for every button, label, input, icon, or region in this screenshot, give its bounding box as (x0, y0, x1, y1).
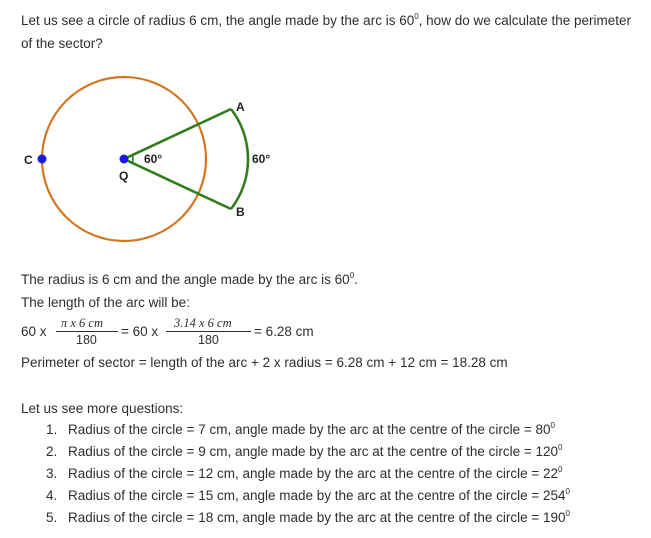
item-number: 4. (46, 488, 58, 503)
list-item (46, 507, 570, 529)
list-item (46, 485, 570, 507)
more-questions-heading: Let us see more questions: (21, 401, 184, 416)
fraction1-numerator: π x 6 cm (61, 316, 104, 330)
radius-angle-statement (21, 268, 358, 291)
degree-mark: 0 (565, 509, 570, 518)
statement-text: The radius is 6 cm and the angle made by the arc is 60 (21, 272, 350, 287)
degree-mark: 0 (558, 443, 563, 452)
list-item (46, 441, 570, 463)
label-arc-angle: 60° (252, 152, 271, 166)
formula-result: = 6.28 cm (254, 324, 314, 339)
perimeter-statement: Perimeter of sector = length of the arc + 2 x radius = 6.28 cm + 12 cm = 18.28 cm (21, 355, 508, 370)
label-a: A (236, 100, 245, 114)
item-number: 1. (46, 422, 58, 437)
fraction2-denominator: 180 (198, 333, 219, 347)
arc-length-heading: The length of the arc will be: (21, 295, 190, 310)
label-q: Q (119, 169, 129, 183)
label-b: B (236, 205, 245, 219)
fraction1-denominator: 180 (76, 333, 97, 347)
degree-mark: 0 (565, 487, 570, 496)
point-q-dot (120, 155, 129, 164)
item-number: 5. (46, 510, 58, 525)
item-number: 3. (46, 466, 58, 481)
intro-text-end: , how do we calculate the perimeter of the sector? (21, 13, 632, 51)
fraction2-bar (166, 331, 251, 332)
circle-sector-figure (20, 70, 300, 260)
item-text: Radius of the circle = 18 cm, angle made by the arc at the centre of the circle = 190 (68, 510, 566, 525)
angle-marker (132, 155, 133, 163)
formula-lead: 60 x (21, 324, 47, 339)
arc-length-formula (21, 314, 381, 350)
label-center-angle: 60° (144, 152, 163, 166)
fraction1-bar (56, 331, 118, 332)
item-text: Radius of the circle = 9 cm, angle made by the arc at the centre of the circle = 120 (68, 444, 559, 459)
item-text: Radius of the circle = 12 cm, angle made by the arc at the centre of the circle = 22 (68, 466, 559, 481)
sector-arc (231, 109, 248, 209)
degree-mark: 0 (558, 465, 563, 474)
sector-diagram (20, 70, 300, 260)
item-text: Radius of the circle = 15 cm, angle made by the arc at the centre of the circle = 254 (68, 488, 566, 503)
intro-paragraph (21, 9, 636, 55)
degree-mark: 0 (349, 271, 355, 280)
statement-period: . (354, 272, 358, 287)
questions-list (46, 419, 570, 529)
degree-mark: 0 (550, 421, 555, 430)
radius-qb (124, 159, 231, 209)
intro-text: Let us see a circle of radius 6 cm, the angle made by the arc is 60 (21, 13, 415, 28)
formula-equals-1: = 60 x (121, 324, 159, 339)
item-text: Radius of the circle = 7 cm, angle made by the arc at the centre of the circle = 80 (68, 422, 551, 437)
degree-mark: 0 (414, 12, 419, 21)
list-item (46, 419, 570, 441)
radius-qa (124, 109, 231, 159)
fraction2-numerator: 3.14 x 6 cm (174, 316, 232, 330)
item-number: 2. (46, 444, 58, 459)
label-c: C (24, 153, 33, 167)
point-c-dot (38, 155, 47, 164)
list-item (46, 463, 570, 485)
